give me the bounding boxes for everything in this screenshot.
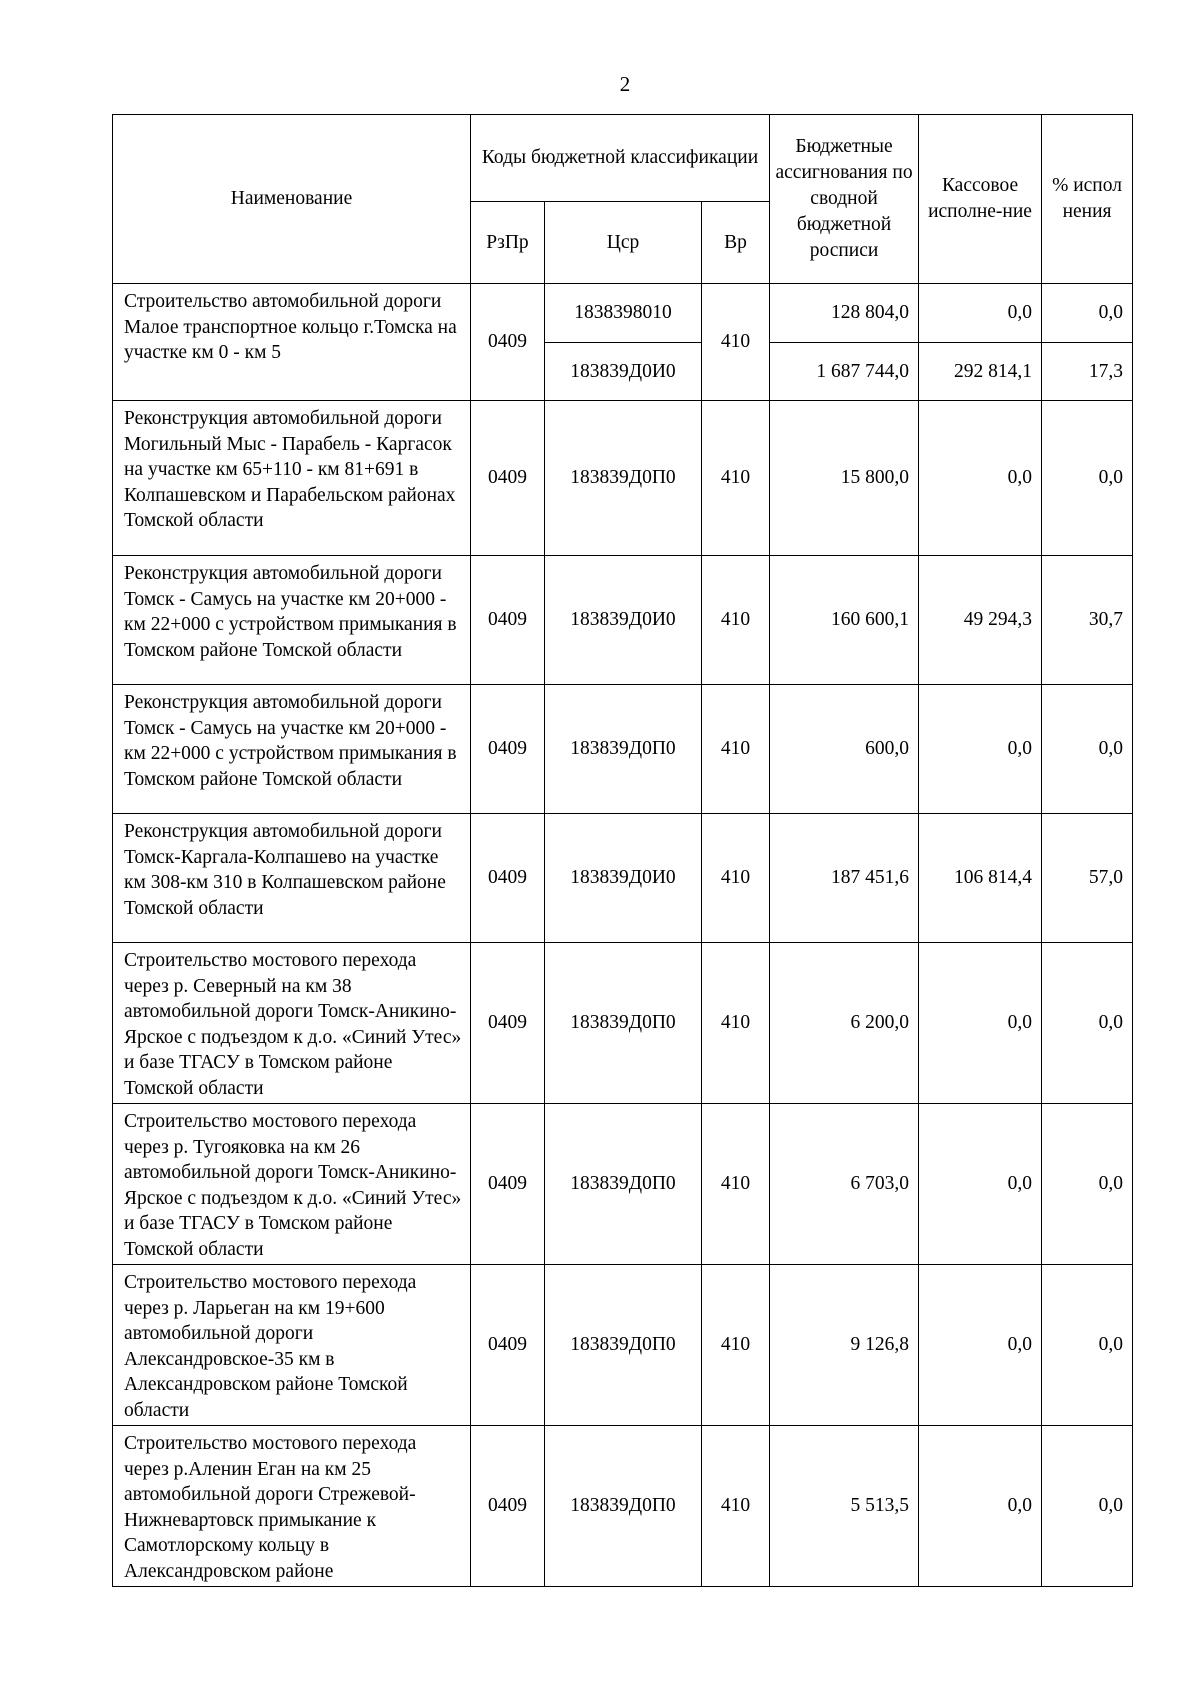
row-percent: 0,0 — [1042, 685, 1133, 814]
row-percent: 30,7 — [1042, 556, 1133, 685]
row-csr: 183839Д0П0 — [545, 943, 702, 1104]
row-name: Строительство мостового перехода через р.Аленин Еган на км 25 автомобильной дороги Стрежевой-Нижневартовск примыкание к Самотлорскому кольцу в Александровском районе — [113, 1426, 471, 1587]
table-row — [113, 1426, 1133, 1587]
row-csr: 183839Д0И0 — [545, 814, 702, 943]
row-cash: 106 814,4 — [919, 814, 1042, 943]
row-csr: 1838398010 — [545, 284, 702, 343]
row-csr: 183839Д0П0 — [545, 1104, 702, 1265]
row-cash: 0,0 — [919, 685, 1042, 814]
row-rzpr: 0409 — [471, 685, 545, 814]
row-percent: 17,3 — [1042, 343, 1133, 401]
table-row — [113, 1104, 1133, 1265]
row-vr: 410 — [702, 284, 770, 401]
row-vr: 410 — [702, 943, 770, 1104]
row-budget: 15 800,0 — [770, 401, 919, 556]
row-name: Строительство мостового перехода через р. Северный на км 38 автомобильной дороги Томск-Аникино-Ярское с подъездом к д.о. «Синий Утес» и базе ТГАСУ в Томском районе Томской области — [113, 943, 471, 1104]
row-budget: 160 600,1 — [770, 556, 919, 685]
header-budget: Бюджетные ассигнования по сводной бюджетной росписи — [770, 115, 919, 284]
row-csr: 183839Д0И0 — [545, 556, 702, 685]
row-budget: 187 451,6 — [770, 814, 919, 943]
row-cash: 0,0 — [919, 1104, 1042, 1265]
row-cash: 0,0 — [919, 284, 1042, 343]
row-rzpr: 0409 — [471, 814, 545, 943]
table-row — [113, 556, 1133, 685]
header-percent: % испол нения — [1042, 115, 1133, 284]
row-csr: 183839Д0И0 — [545, 343, 702, 401]
row-vr: 410 — [702, 1265, 770, 1426]
row-vr: 410 — [702, 556, 770, 685]
row-budget: 1 687 744,0 — [770, 343, 919, 401]
row-cash: 0,0 — [919, 401, 1042, 556]
row-rzpr: 0409 — [471, 284, 545, 401]
row-cash: 49 294,3 — [919, 556, 1042, 685]
header-name: Наименование — [113, 115, 471, 284]
row-vr: 410 — [702, 1104, 770, 1265]
row-name: Реконструкция автомобильной дороги Томск - Самусь на участке км 20+000 - км 22+000 с устройством примыкания в Томском районе Томской области — [113, 685, 471, 814]
row-rzpr: 0409 — [471, 401, 545, 556]
row-cash: 0,0 — [919, 1426, 1042, 1587]
table-row — [113, 401, 1133, 556]
row-name: Реконструкция автомобильной дороги Томск-Каргала-Колпашево на участке км 308-км 310 в Колпашевском районе Томской области — [113, 814, 471, 943]
row-percent: 0,0 — [1042, 1265, 1133, 1426]
table-row — [113, 943, 1133, 1104]
row-name: Строительство мостового перехода через р. Ларьеган на км 19+600 автомобильной дороги Александровское-35 км в Александровском районе Томской области — [113, 1265, 471, 1426]
header-codes: Коды бюджетной классификации — [471, 115, 770, 202]
table-row — [113, 814, 1133, 943]
row-budget: 6 703,0 — [770, 1104, 919, 1265]
row-percent: 0,0 — [1042, 401, 1133, 556]
budget-table — [112, 114, 1133, 1587]
row-csr: 183839Д0П0 — [545, 401, 702, 556]
row-rzpr: 0409 — [471, 943, 545, 1104]
header-rzpr: РзПр — [471, 202, 545, 284]
row-budget: 5 513,5 — [770, 1426, 919, 1587]
row-percent: 0,0 — [1042, 1426, 1133, 1587]
row-cash: 292 814,1 — [919, 343, 1042, 401]
header-vr: Вр — [702, 202, 770, 284]
row-vr: 410 — [702, 1426, 770, 1587]
table-row — [113, 685, 1133, 814]
row-name: Строительство автомобильной дороги Малое транспортное кольцо г.Томска на участке км 0 - км 5 — [113, 284, 471, 401]
page-number: 2 — [619, 72, 631, 96]
row-name: Реконструкция автомобильной дороги Томск - Самусь на участке км 20+000 - км 22+000 с устройством примыкания в Томском районе Томской области — [113, 556, 471, 685]
row-rzpr: 0409 — [471, 1104, 545, 1265]
table-row — [113, 284, 1133, 343]
table-row — [113, 1265, 1133, 1426]
row-cash: 0,0 — [919, 943, 1042, 1104]
row-csr: 183839Д0П0 — [545, 1426, 702, 1587]
row-budget: 9 126,8 — [770, 1265, 919, 1426]
row-percent: 0,0 — [1042, 1104, 1133, 1265]
row-percent: 0,0 — [1042, 284, 1133, 343]
row-rzpr: 0409 — [471, 1265, 545, 1426]
row-csr: 183839Д0П0 — [545, 685, 702, 814]
header-csr: Цср — [545, 202, 702, 284]
row-cash: 0,0 — [919, 1265, 1042, 1426]
row-budget: 128 804,0 — [770, 284, 919, 343]
row-vr: 410 — [702, 814, 770, 943]
row-name: Строительство мостового перехода через р. Тугояковка на км 26 автомобильной дороги Томск-Аникино-Ярское с подъездом к д.о. «Синий Утес» и базе ТГАСУ в Томском районе Томской области — [113, 1104, 471, 1265]
row-rzpr: 0409 — [471, 556, 545, 685]
row-name: Реконструкция автомобильной дороги Могильный Мыс - Парабель - Каргасок на участке км 65+110 - км 81+691 в Колпашевском и Парабельском районах Томской области — [113, 401, 471, 556]
row-percent: 57,0 — [1042, 814, 1133, 943]
row-csr: 183839Д0П0 — [545, 1265, 702, 1426]
row-vr: 410 — [702, 685, 770, 814]
row-vr: 410 — [702, 401, 770, 556]
row-budget: 600,0 — [770, 685, 919, 814]
row-budget: 6 200,0 — [770, 943, 919, 1104]
header-cash: Кассовое исполне-ние — [919, 115, 1042, 284]
row-percent: 0,0 — [1042, 943, 1133, 1104]
row-rzpr: 0409 — [471, 1426, 545, 1587]
